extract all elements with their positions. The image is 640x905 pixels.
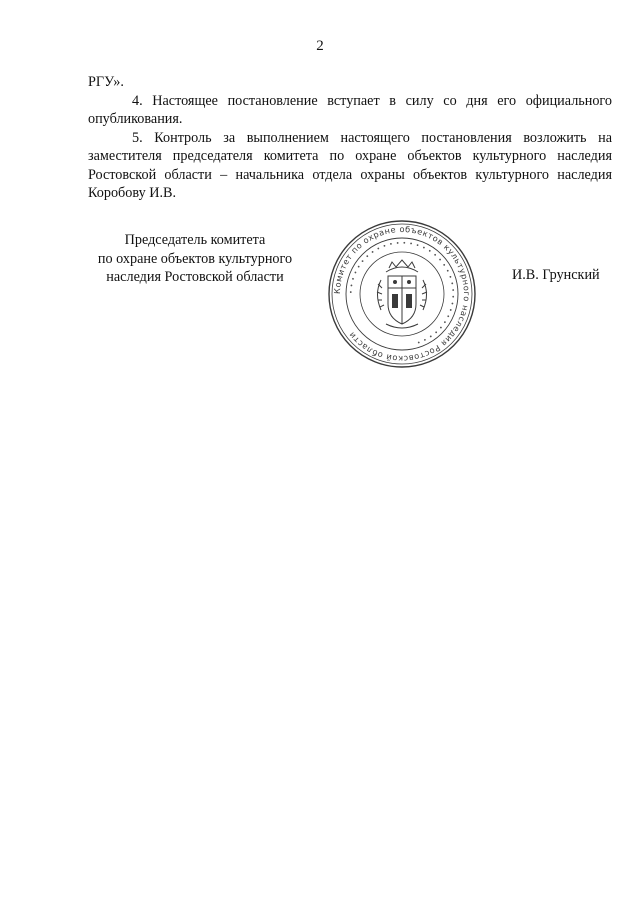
seal-text: Комитет по охране объектов культурного наследия Ростовской области xyxy=(331,223,473,365)
page-number: 2 xyxy=(316,38,324,54)
position-line: наследия Ростовской области xyxy=(106,269,284,285)
position-line: по охране объектов культурного xyxy=(97,250,293,267)
paragraph-continuation: РГУ». xyxy=(88,74,124,90)
official-seal-icon xyxy=(326,218,478,370)
signer-name: И.В. Грунский xyxy=(512,267,600,283)
paragraph-5: 5. Контроль за выполнением настоящего постановления возложить на заместителя председателя комитета по охране объектов культурного наследия Ростовской области – начальника отдела охраны объектов культурного наследия Коробову И.В. xyxy=(88,129,612,201)
signatory-position xyxy=(70,231,320,287)
svg-text:• • • • • • • • • • • • • • •: • • • • • • • • • • • • • • • • • • • • • • • • • • • • • • • • • • xyxy=(347,239,457,346)
paragraph-4: 4. Настоящее постановление вступает в силу со дня его официального опубликования. xyxy=(88,92,612,127)
position-line: Председатель комитета xyxy=(124,232,266,248)
document-body xyxy=(88,73,612,203)
